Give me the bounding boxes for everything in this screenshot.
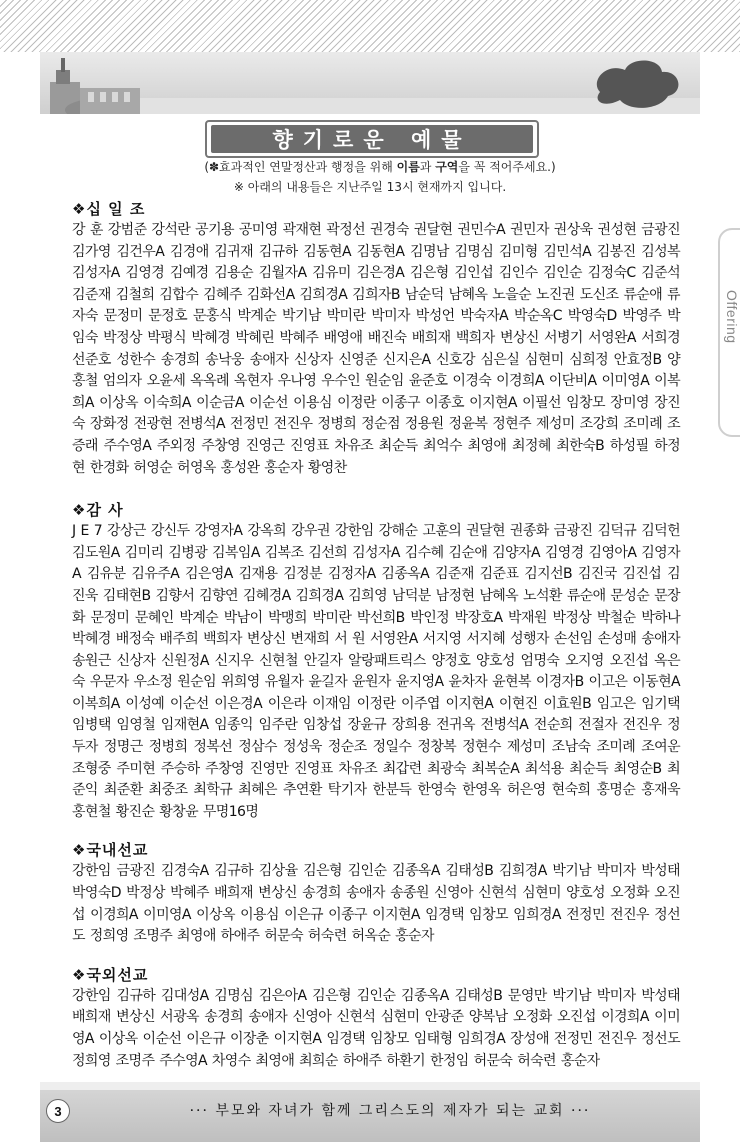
notice-mid: 과 xyxy=(419,160,436,174)
section-heading: ❖국외선교 xyxy=(72,965,149,984)
section-heading: ❖감 사 xyxy=(72,501,124,520)
section-names: 강한임 금광진 김경숙A 김규하 김상율 김은형 김인순 김종옥A 김태성B 김희경A 박기남 박미자 박성태 박영숙D 박정상 박혜주 배희재 변상신 송경희 송애자 송종원 신영아 신현석 심현미 양호성 오정화 오진섭 이경희A 이미영A 이상옥 이용심 이은규 이종구 이지현A 임경택 임창모 임희경A 전정민 전진우 정선도 정희영 조명주 최영애 하애주 허문숙 허숙련 허옥순 홍순자 xyxy=(72,863,680,945)
footer-slogan: ··· 부모와 자녀가 함께 그리스도의 제자가 되는 교회 ··· xyxy=(189,1103,591,1119)
section-foreign-mission xyxy=(72,964,680,1072)
side-tab-label: Offering xyxy=(724,290,740,344)
notice-line-2: ※ 아래의 내용들은 지난주일 13시 현재까지 입니다. xyxy=(233,180,507,194)
section-heading: ❖십 일 조 xyxy=(72,200,146,218)
title-box xyxy=(205,120,539,158)
notice-line-1 xyxy=(0,158,740,175)
header-banner xyxy=(40,52,700,114)
top-hatch-pattern xyxy=(0,0,740,52)
title-banner xyxy=(211,125,533,153)
section-heading: ❖국내선교 xyxy=(72,841,149,860)
section-domestic-mission xyxy=(72,839,680,947)
section-names: J E 7 강상근 강신두 강영자A 강옥희 강우권 강한임 강해순 고훈의 권달현 권종화 금광진 김덕규 김덕헌 김도원A 김미리 김병광 김복임A 김복조 김선희 김성자A 김수혜 김순애 김양자A 김영경 김영아A 김영자A 김유분 김유주A 김은영A 김재용 김정분 김정자A 김종옥A 김준재 김준표 김지선B 김진국 김진섭 김진욱 김태현B 김향서 김향연 김혜경A 김희경A 김희영 남덕분 남정현 남혜옥 노석환 류순애 문성순 문장화 문정미 문혜인 박계순 박남이 박맹희 박미란 박선희B 박인정 박장호A 박재원 박정상 박철순 박하나 박혜경 배정숙 배주희 백희자 변상신 변재희 서 원 서영완A 서지영 서지혜 성행자 손선임 손성매 송애자 송원근 신상자 신원정A 신지우 신현철 안길자 알랑패트릭스 양정호 양호성 엄명숙 오지영 오진섭 옥은숙 우문자 우소정 원순임 위희영 유월자 윤길자 윤원자 윤지영A 윤차자 윤현복 이경자B 이고은 이동현A 이복희A 이성예 이순선 이은경A 이은라 이재임 이정란 이주엽 이지현A 이현진 이효원B 임고은 임기택 임병택 임영철 임재현A 임종익 임주란 임창섭 장윤규 장희용 전귀옥 전병석A 전순희 전절자 전진우 정두자 정명근 정병희 정복선 정삼수 정성욱 정순조 정일수 정창복 정현수 제성미 조남숙 조미례 조여운 조형중 주미현 주승하 주창영 진영만 진영표 차유조 최갑련 최광숙 최복순A 최석용 최순득 최영순B 최준익 최준환 최중조 최학규 최혜은 추연환 탁기자 한분득 한영숙 한영옥 허은영 현숙희 홍명순 홍재욱 홍현철 황진순 황창윤 무명16명 xyxy=(72,523,680,820)
section-names: 강한임 김규하 김대성A 김명심 김은아A 김은형 김인순 김종옥A 김태성B 문영만 박기남 박미자 박성태 배희재 변상신 서광옥 송경희 송애자 신영아 신현석 심현미 안광준 양복남 오정화 오진섭 이경희A 이미영A 이상옥 이순선 이은규 이장춘 이지현A 임경택 임창모 임태형 임희경A 장성애 전정민 전진우 정선도 정희영 조명주 주수영A 차영수 최영애 최희순 하애주 하환기 한정임 허문숙 허숙련 홍순자 xyxy=(72,987,680,1069)
notice-prefix: (✽효과적인 연말정산과 행정을 위해 xyxy=(204,160,397,174)
offering-list xyxy=(72,198,680,1072)
notice-bold-district: 구역 xyxy=(435,160,459,174)
section-thanks xyxy=(72,499,680,823)
page-title: 향기로운 예물 xyxy=(272,128,472,152)
notice-suffix: 을 꼭 적어주세요.) xyxy=(458,160,556,174)
section-names: 강 훈 강범준 강석란 공기용 공미영 곽재현 곽정선 권경숙 권달현 권민수A 권민자 권상욱 권성현 금광진 김가영 김건우A 김경애 김귀재 김규하 김동현A 김동현A 김명남 김명심 김미형 김민석A 김봉진 김성복 김성자A 김영경 김예경 김용순 김월자A 김유미 김은경A 김은형 김인섭 김인수 김인순 김정숙C 김준석 김준재 김철희 김합수 김혜주 김화선A 김희경A 김희자B 남순덕 남혜옥 노을순 노진권 도신조 류순애 류자숙 문정미 문정호 문홍식 박계순 박기남 박미란 박미자 박성언 박숙자A 박순옥C 박영숙D 박영주 박임숙 박정상 박평식 박혜경 박혜린 박혜주 배영애 배진숙 배희재 백희자 변상신 서병기 서영완A 서희경 선준호 성한수 송경희 송낙웅 송애자 신상자 신영준 신지은A 신호강 심은실 심현미 심희정 안효정B 양홍철 엄의자 오윤세 옥옥례 옥현자 우나영 우수인 원순임 윤준호 이경숙 이경희A 이단비A 이미영A 이복희A 이상옥 이숙희A 이순금A 이순선 이용심 이정란 이종구 이종호 이지현A 이필선 임창모 장미영 장진숙 장화정 전광현 전병석A 전정민 전진우 정병희 정순점 정용원 정윤복 정현주 제성미 조강희 조미례 조증래 주수영A 주외정 주창영 진영근 진영표 차유조 최순득 최억수 최영애 최정혜 최한숙B 하성필 하정현 한경화 허영순 허영옥 홍성완 홍순자 황영찬 xyxy=(72,222,680,476)
notice-bold-name: 이름 xyxy=(396,160,420,174)
section-tithe xyxy=(72,198,680,479)
cloud-illustration xyxy=(580,52,690,114)
page-number: 3 xyxy=(46,1099,70,1123)
